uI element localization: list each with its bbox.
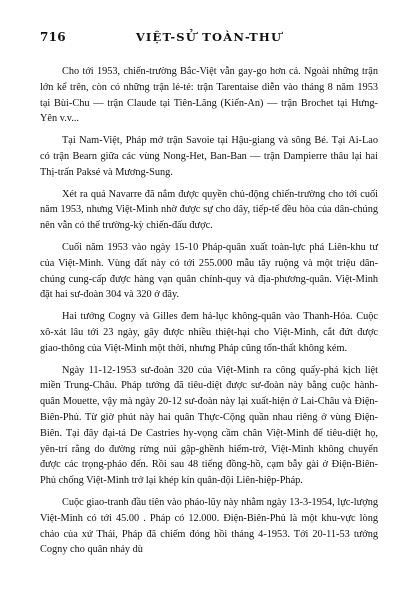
paragraph-1: Cho tới 1953, chiến-trường Bắc-Việt vẫn gay-go hơn cả. Ngoài những trận lớn kể trên, còn có những trận lẻ-tẻ: trận Tarentaise diễn vào tháng 8 năm 1953 tại Bùi-Chu — trận Claude tại Tiên-Lãng (Kiến-An) — trận Brochet tại Hưng-Yên v.v...	[40, 66, 378, 125]
page-number: 716	[40, 30, 66, 44]
running-title: VIỆT-SỬ TOÀN-THƯ	[135, 30, 283, 44]
paragraph-7: Cuộc giao-tranh đầu tiên vào pháo-lũy này nhằm ngày 13-3-1954, lực-lượng Việt-Minh có tới 45.00 . Pháp có 12.000. Điện-Biên-Phủ là một khu-vực lòng chảo của xứ Thái, Pháp đã chiếm đóng hồi tháng 4-1953. Tới 20-11-53 tướng Cogny cho quân nhảy dù	[40, 496, 378, 556]
page-header	[40, 30, 378, 52]
paragraph-5: Hai tướng Cogny và Gilles đem hả-lục không-quân vào Thanh-Hóa. Cuộc xô-xát lâu tới 23 ngày, gây được nhiều thiệt-hại cho Việt-Minh, cắt đứt được giao-thông của Việt-Minh một thời, nhưng Pháp cũng tổn-thất không kém.	[40, 311, 378, 354]
body-text	[40, 64, 378, 558]
paragraph-4: Cuối năm 1953 vào ngày 15-10 Pháp-quân xuất toàn-lực phá Liên-khu tư của Việt-Minh. Vùng đất này có tới 255.000 mẫu tây ruộng và một triệu dân-chúng cung-cấp được hàng vạn quân chính-quy và địa-phương-quân. Việt-Minh đặt hai sư-đoàn 304 và 320 ở đây.	[40, 241, 378, 301]
paragraph-2: Tại Nam-Việt, Pháp mở trận Savoie tại Hậu-giang và sông Bé. Tại Ai-Lao có trận Bearn giữa các vùng Nong-Het, Ban-Ban — trận Dampierre thâu lại hai Thị-trấn Paksé và Mương-Sung.	[40, 135, 378, 178]
paragraph-6: Ngày 11-12-1953 sư-đoàn 320 của Việt-Minh ra công quấy-phá kịch liệt miền Trung-Châu. Pháp tưởng đã tiêu-diệt được sư-đoàn này bằng cuộc hành-quân Mouette, vậy mà ngày 20-12 sư-đoàn này lại xuất-hiện ở Lai-Châu và Điện-Biên-Phủ. Từ giờ phút này hai quân Thực-Cộng quần nhau riêng ở vùng Điện-Biên. Tại đây đại-tá De Castries hy-vọng cầm chân Việt-Minh để tiêu-diệt họ, yên-trí rằng do đường rừng núi gập-ghềnh hiểm-trở, Việt-Minh không chuyển được các trọng-pháo đến. Rồi sau 48 tiếng đồng-hồ, cạm bẫy gài ở Điện-Biên-Phủ chống Việt-Minh trở lại khép kín quân-đội Liên-hiệp-Pháp.	[40, 364, 378, 487]
paragraph-3: Xét ra quả Navarre đã nắm được quyền chủ-động chiến-trường cho tới cuối năm 1953, nhưng Việt-Minh nhờ được sự cho dây, tiếp-tế đều hòa của dân-chúng nên vẫn có thế trường-kỳ chiến-đấu được.	[40, 188, 378, 232]
